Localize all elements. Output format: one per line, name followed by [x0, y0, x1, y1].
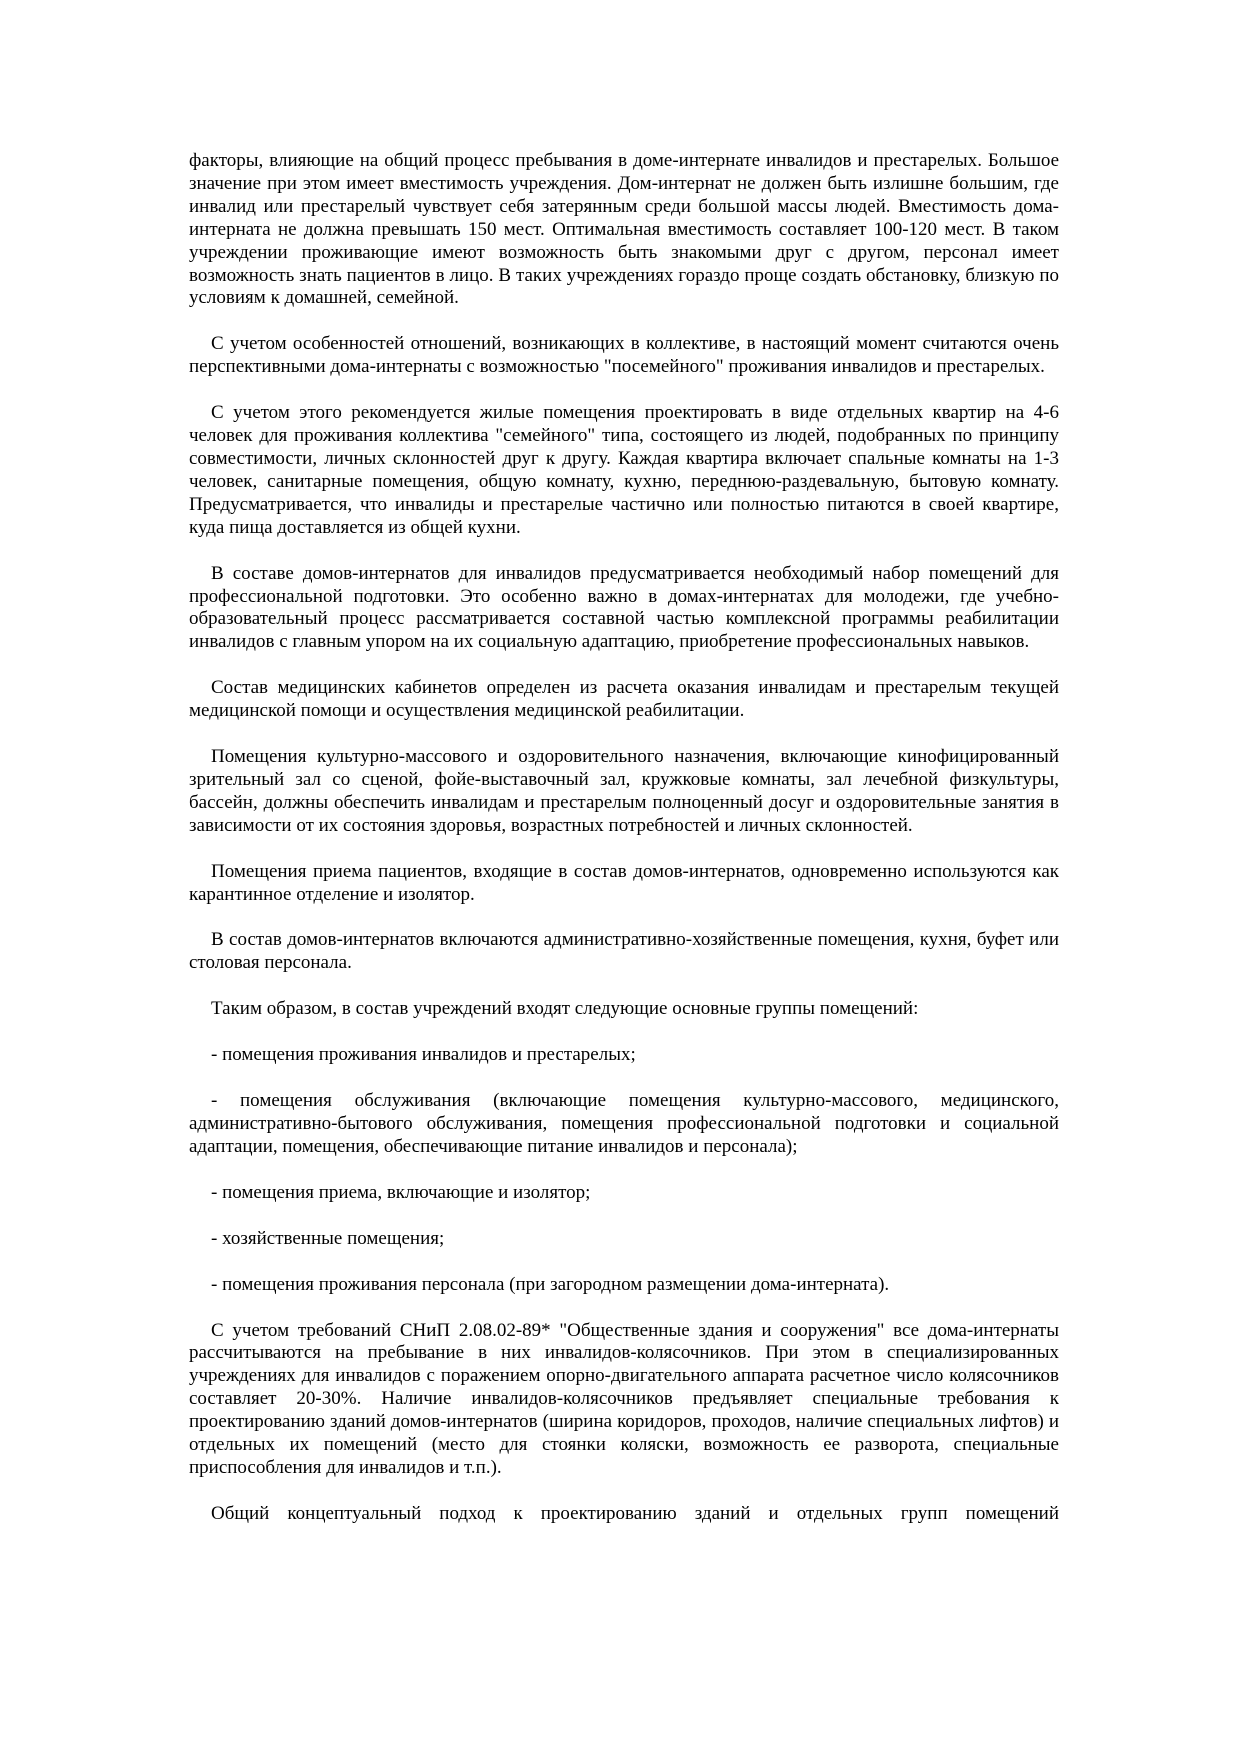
list-item-residential: - помещения проживания инвалидов и престарелых; — [211, 1044, 636, 1066]
paragraph-medical-rooms: Состав медицинских кабинетов определен из расчета оказания инвалидам и престарелым текущей медицинской помощи и осуществления медицинской реабилитации. — [189, 677, 1059, 722]
list-item-service: - помещения обслуживания (включающие помещения культурно-массового, медицинского, административно-бытового обслуживания, помещения профессиональной подготовки и социальной адаптации, помещения, обеспечивающие питание инвалидов и персонала); — [189, 1090, 1059, 1157]
paragraph-administrative-rooms: В состав домов-интернатов включаются административно-хозяйственные помещения, кухня, буфет или столовая персонала. — [189, 929, 1059, 974]
paragraph-apartments: С учетом этого рекомендуется жилые помещения проектировать в виде отдельных квартир на 4-6 человек для проживания коллектива "семейного" типа, состоящего из людей, подобранных по принципу совместимости, личных склонностей друг к другу. Каждая квартира включает спальные комнаты на 1-3 человек, санитарные помещения, общую комнату, кухню, переднюю-раздевальную, бытовую комнату. Предусматривается, что инвалиды и престарелые частично или полностью питаются в своей квартире, куда пища доставляется из общей кухни. — [189, 402, 1059, 538]
paragraph-family-living: С учетом особенностей отношений, возникающих в коллективе, в настоящий момент считаются очень перспективными дома-интернаты с возможностью "посемейного" проживания инвалидов и престарелых. — [189, 333, 1059, 378]
paragraph-cultural-rooms: Помещения культурно-массового и оздоровительного назначения, включающие кинофицированный зрительный зал со сценой, фойе-выставочный зал, кружковые комнаты, зал лечебной физкультуры, бассейн, должны обеспечить инвалидам и престарелым полноценный досуг и оздоровительные занятия в зависимости от их состояния здоровья, возрастных потребностей и личных склонностей. — [189, 746, 1059, 836]
paragraph-reception-rooms: Помещения приема пациентов, входящие в состав домов-интернатов, одновременно используются как карантинное отделение и изолятор. — [189, 860, 1059, 905]
paragraph-room-groups-intro: Таким образом, в состав учреждений входят следующие основные группы помещений: — [211, 998, 919, 1020]
list-item-staff-housing: - помещения проживания персонала (при загородном размещении дома-интерната). — [211, 1273, 890, 1295]
document-page — [189, 150, 1059, 1549]
list-item-utility: - хозяйственные помещения; — [211, 1227, 445, 1249]
paragraph-conceptual-approach: Общий концептуальный подход к проектированию зданий и отдельных групп помещений — [211, 1502, 1059, 1524]
paragraph-professional-training: В составе домов-интернатов для инвалидов предусматривается необходимый набор помещений для профессиональной подготовки. Это особенно важно в домах-интернатах для молодежи, где учебно-образовательный процесс рассматривается составной частью комплексной программы реабилитации инвалидов с главным упором на их социальную адаптацию, приобретение профессиональных навыков. — [189, 562, 1059, 653]
list-item-reception: - помещения приема, включающие и изолятор; — [211, 1181, 591, 1203]
paragraph-wheelchair-requirements: С учетом требований СНиП 2.08.02-89* "Общественные здания и сооружения" все дома-интернаты рассчитываются на пребывание в них инвалидов-колясочников. При этом в специализированных учреждениях для инвалидов с поражением опорно-двигательного аппарата расчетное число колясочников составляет 20-30%. Наличие инвалидов-колясочников предъявляет специальные требования к проектированию зданий домов-интернатов (ширина коридоров, проходов, наличие специальных лифтов) и отдельных их помещений (место для стоянки коляски, возможность ее разворота, специальные приспособления для инвалидов и т.п.). — [189, 1319, 1059, 1478]
paragraph-capacity: факторы, влияющие на общий процесс пребывания в доме-интернате инвалидов и престарелых. Большое значение при этом имеет вместимость учреждения. Дом-интернат не должен быть излишне большим, где инвалид или престарелый чувствует себя затерянным среди большой массы людей. Вместимость дома-интерната не должна превышать 150 мест. Оптимальная вместимость составляет 100-120 мест. В таком учреждении проживающие имеют возможность быть знакомыми друг с другом, персонал имеет возможность знать пациентов в лицо. В таких учреждениях гораздо проще создать обстановку, близкую по условиям к домашней, семейной. — [189, 150, 1059, 309]
